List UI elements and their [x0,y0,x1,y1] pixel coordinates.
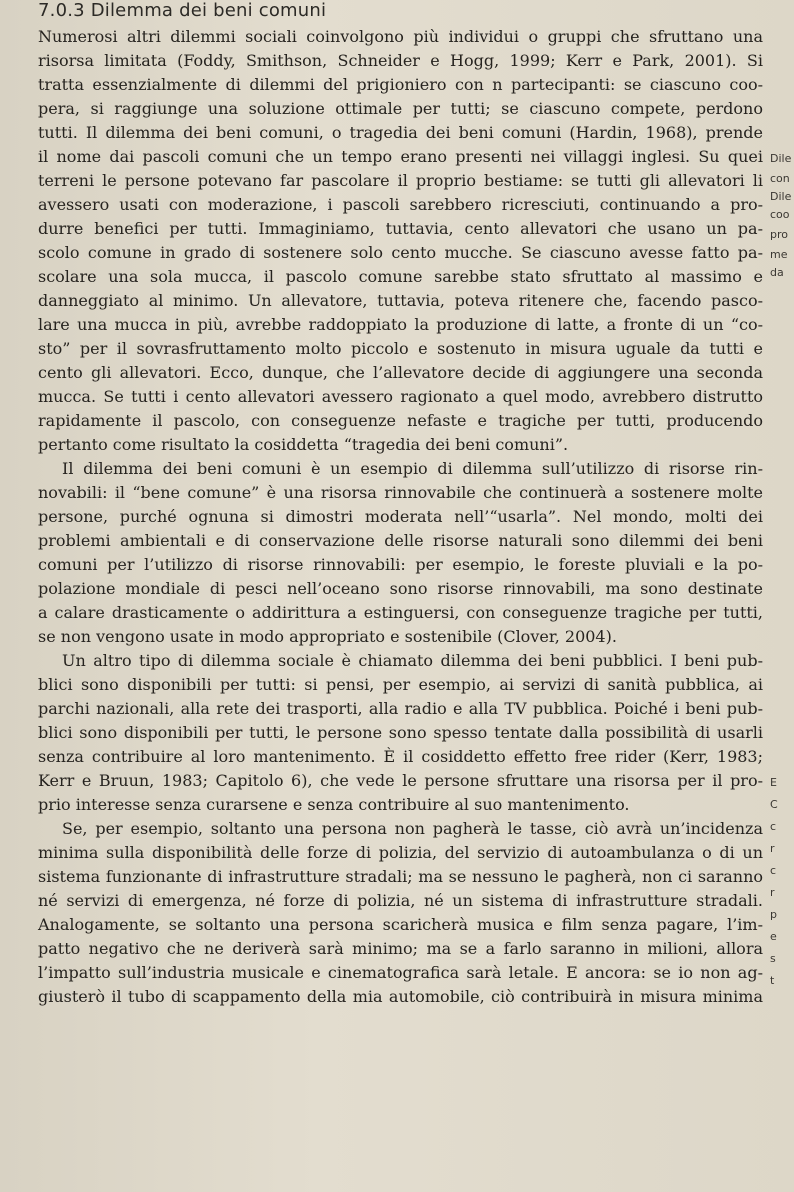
text-line: l’impatto sull’industria musicale e cinematografica sarà letale. E ancora: se io non ag- [38,963,763,982]
text-line: né servizi di emergenza, né forze di polizia, né un sistema di infrastrutture stradali. [38,891,763,910]
text-line: sistema funzionante di infrastrutture stradali; ma se nessuno le pagherà, non ci saranno [38,867,763,886]
text-line: novabili: il “bene comune” è una risorsa rinnovabile che continuerà a sostenere molte [38,483,763,502]
text-line: risorsa limitata (Foddy, Smithson, Schneider e Hogg, 1999; Kerr e Park, 2001). Si [38,51,763,70]
margin-note: c [770,864,777,877]
text-line: parchi nazionali, alla rete dei trasporti, alla radio e alla TV pubblica. Poiché i beni pub- [38,699,763,718]
text-line: pertanto come risultato la cosiddetta “tragedia dei beni comuni”. [38,435,569,454]
margin-note: r [770,842,775,855]
margin-note: da [770,266,784,279]
margin-note: C [770,798,778,811]
text-line: cento gli allevatori. Ecco, dunque, che l’allevatore decide di aggiungere una seconda [38,363,763,382]
text-line: persone, purché ognuna si dimostri moderata nell’“usarla”. Nel mondo, molti dei [38,507,763,526]
text-line: tratta essenzialmente di dilemmi del prigioniero con n partecipanti: se ciascuno coo- [38,75,763,94]
text-line: prio interesse senza curarsene e senza contribuire al suo mantenimento. [38,795,630,814]
text-line: danneggiato al minimo. Un allevatore, tuttavia, poteva ritenere che, facendo pasco- [38,291,763,310]
margin-note: e [770,930,777,943]
text-line: blici sono disponibili per tutti: si pensi, per esempio, ai servizi di sanità pubblica, ai [38,675,763,694]
text-line: il nome dai pascoli comuni che un tempo erano presenti nei villaggi inglesi. Su quei [38,147,763,166]
text-line: mucca. Se tutti i cento allevatori avessero ragionato a quel modo, avrebbero distrutto [38,387,763,406]
text-line: polazione mondiale di pesci nell’oceano sono risorse rinnovabili, ma sono destinate [38,579,763,598]
margin-note: coo [770,208,790,221]
text-line: lare una mucca in più, avrebbe raddoppiato la produzione di latte, a fronte di un “co- [38,315,763,334]
margin-note: Dile [770,190,792,203]
text-line: senza contribuire al loro mantenimento. È il cosiddetto effetto free rider (Kerr, 1983; [38,747,763,766]
margin-note: con [770,172,790,185]
text-line: scolo comune in grado di sostenere solo cento mucche. Se ciascuno avesse fatto pa- [38,243,763,262]
text-line: rapidamente il pascolo, con conseguenze nefaste e tragiche per tutti, producendo [38,411,763,430]
margin-note: me [770,248,788,261]
text-line: sto” per il sovrasfruttamento molto piccolo e sostenuto in misura uguale da tutti e [38,339,763,358]
margin-note: Dile [770,152,792,165]
margin-note: c [770,820,777,833]
text-line: patto negativo che ne deriverà sarà minimo; ma se a farlo saranno in milioni, allora [38,939,763,958]
text-line: Analogamente, se soltanto una persona scaricherà musica e film senza pagare, l’im- [38,915,763,934]
text-line: a calare drasticamente o addirittura a estinguersi, con conseguenze tragiche per tutti, [38,603,763,622]
margin-note: E [770,776,777,789]
text-line: scolare una sola mucca, il pascolo comune sarebbe stato sfruttato al massimo e [38,267,763,286]
text-line: Numerosi altri dilemmi sociali coinvolgono più individui o gruppi che sfruttano una [38,27,763,46]
text-line: Kerr e Bruun, 1983; Capitolo 6), che vede le persone sfruttare una risorsa per il pro- [38,771,763,790]
text-line: comuni per l’utilizzo di risorse rinnovabili: per esempio, le foreste pluviali e la po- [38,555,763,574]
margin-note: p [770,908,777,921]
text-line: avessero usati con moderazione, i pascoli sarebbero ricresciuti, continuando a pro- [38,195,763,214]
text-line: blici sono disponibili per tutti, le persone sono spesso tentate dalla possibilità di usarli [38,723,763,742]
section-heading: 7.0.3 Dilemma dei beni comuni [38,0,327,21]
margin-note: s [770,952,776,965]
text-line: minima sulla disponibilità delle forze di polizia, del servizio di autoambulanza o di un [38,843,763,862]
text-line: pera, si raggiunge una soluzione ottimale per tutti; se ciascuno compete, perdono [38,99,763,118]
margin-note: pro [770,228,788,241]
margin-note: r [770,886,775,899]
text-line: Un altro tipo di dilemma sociale è chiamato dilemma dei beni pubblici. I beni pub- [62,651,763,670]
text-line: terreni le persone potevano far pascolare il proprio bestiame: se tutti gli allevatori li [38,171,763,190]
text-line: giusterò il tubo di scappamento della mia automobile, ciò contribuirà in misura minima [38,987,763,1006]
text-line: Il dilemma dei beni comuni è un esempio di dilemma sull’utilizzo di risorse rin- [62,459,763,478]
text-line: se non vengono usate in modo appropriato e sostenibile (Clover, 2004). [38,627,617,646]
margin-note: t [770,974,775,987]
text-line: tutti. Il dilemma dei beni comuni, o tragedia dei beni comuni (Hardin, 1968), prende [38,123,763,142]
text-line: Se, per esempio, soltanto una persona non pagherà le tasse, ciò avrà un’incidenza [62,819,763,838]
text-line: durre benefici per tutti. Immaginiamo, tuttavia, cento allevatori che usano un pa- [38,219,763,238]
text-line: problemi ambientali e di conservazione delle risorse naturali sono dilemmi dei beni [38,531,763,550]
